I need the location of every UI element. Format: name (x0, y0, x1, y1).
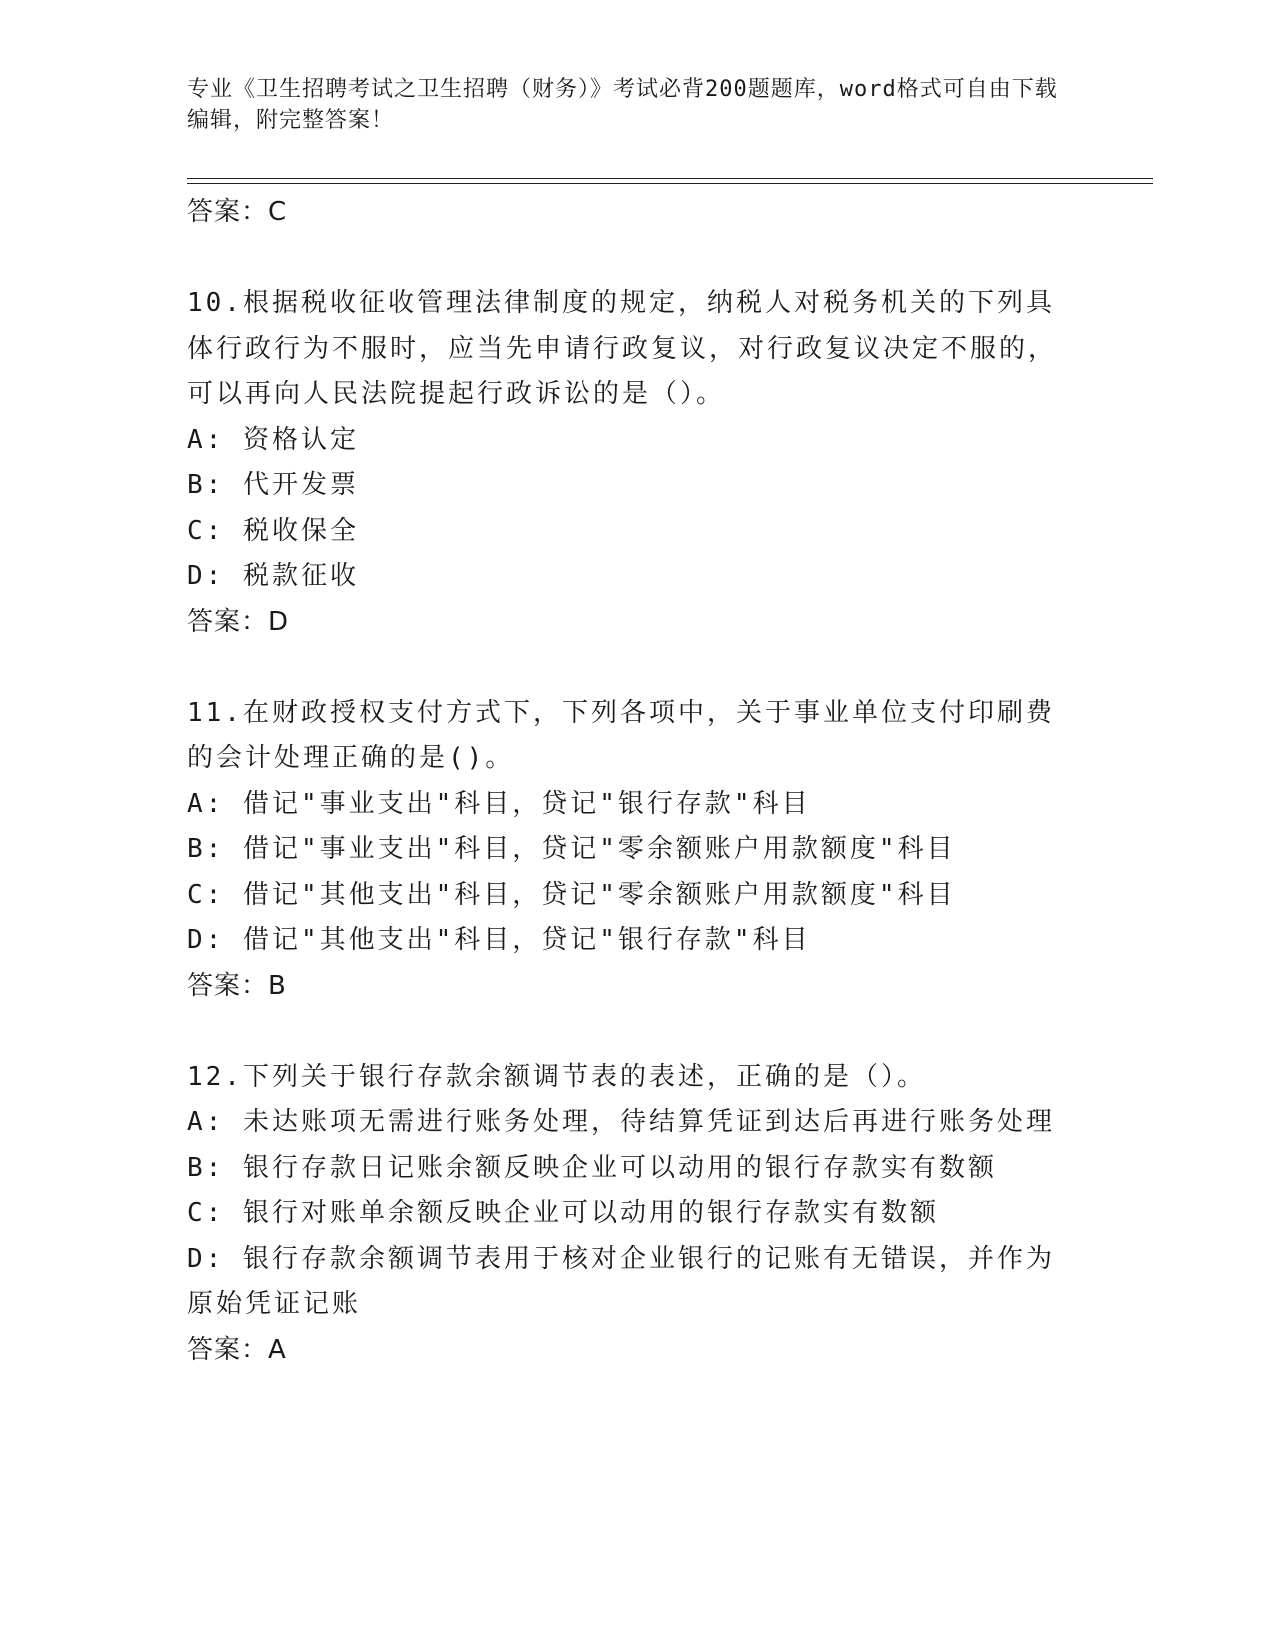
option-label: D: (187, 925, 225, 955)
option-text: 税款征收 (242, 561, 359, 591)
option-a (187, 782, 1087, 828)
option-text: 银行存款余额调节表用于核对企业银行的记账有无错误，并作为原始凭证记账 (187, 1243, 1055, 1319)
option-d (187, 918, 1087, 964)
spacer (187, 1009, 1087, 1055)
option-a (187, 418, 1087, 464)
answer-line: 答案：B (187, 970, 287, 1001)
option-text: 税收保全 (242, 515, 359, 546)
answer-line: 答案：C (187, 197, 288, 227)
option-a (187, 1100, 1087, 1146)
question-stem: 10.根据税收征收管理法律制度的规定，纳税人对税务机关的下列具体行政行为不服时，应当先申请行政复议，对行政复议决定不服的，可以再向人民法院提起行政诉讼的是（）。 (187, 288, 1058, 409)
document-body (187, 190, 1087, 1373)
option-c (187, 509, 1087, 555)
option-text: 借记"事业支出"科目，贷记"银行存款"科目 (242, 788, 811, 819)
option-label: A: (187, 1107, 225, 1137)
option-label: A: (187, 788, 225, 819)
option-label: B: (187, 834, 225, 864)
spacer (187, 236, 1087, 282)
option-label: C: (187, 879, 225, 910)
option-text: 资格认定 (242, 424, 359, 455)
option-label: A: (187, 424, 225, 455)
option-b (187, 463, 1087, 509)
option-text: 未达账项无需进行账务处理，待结算凭证到达后再进行账务处理 (242, 1107, 1055, 1137)
option-label: C: (187, 515, 225, 546)
option-b (187, 827, 1087, 873)
header-divider-top (187, 178, 1153, 179)
question-block (187, 691, 1087, 1010)
option-d (187, 554, 1087, 600)
document-header: 专业《卫生招聘考试之卫生招聘（财务）》考试必背200题题库，word格式可自由下载编辑，附完整答案！ (187, 77, 1058, 133)
answer-line: 答案：A (187, 1334, 287, 1365)
question-stem: 11.在财政授权支付方式下，下列各项中，关于事业单位支付印刷费的会计处理正确的是()。 (187, 697, 1055, 773)
option-text: 借记"其他支出"科目，贷记"零余额账户用款额度"科目 (242, 879, 956, 910)
option-text: 借记"其他支出"科目，贷记"银行存款"科目 (242, 925, 811, 955)
option-text: 代开发票 (242, 470, 359, 500)
option-c (187, 1191, 1087, 1237)
option-c (187, 873, 1087, 919)
option-label: D: (187, 561, 225, 591)
question-stem: 12.下列关于银行存款余额调节表的表述，正确的是（）。 (187, 1061, 926, 1092)
question-block (187, 1055, 1087, 1374)
answer-line: 答案：D (187, 606, 290, 637)
option-text: 银行存款日记账余额反映企业可以动用的银行存款实有数额 (242, 1152, 997, 1183)
option-label: B: (187, 470, 225, 500)
option-label: D: (187, 1243, 225, 1274)
option-label: B: (187, 1152, 225, 1183)
question-block (187, 281, 1087, 645)
option-d (187, 1237, 1077, 1328)
option-label: C: (187, 1198, 225, 1228)
header-divider-bottom (187, 183, 1153, 184)
option-text: 银行对账单余额反映企业可以动用的银行存款实有数额 (242, 1198, 939, 1228)
spacer (187, 645, 1087, 691)
option-text: 借记"事业支出"科目，贷记"零余额账户用款额度"科目 (242, 834, 956, 864)
option-b (187, 1146, 1087, 1192)
